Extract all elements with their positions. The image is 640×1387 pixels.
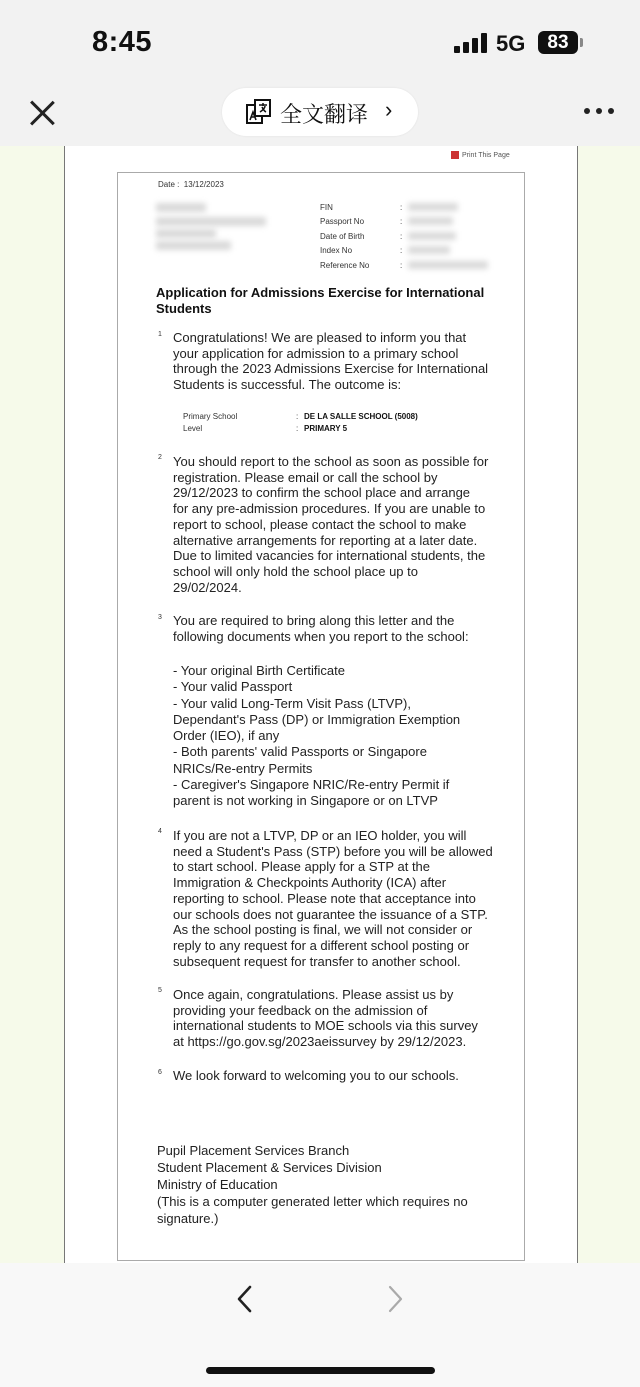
redacted-reference <box>408 261 488 269</box>
para-1: Congratulations! We are pleased to inform you that your application for admission to a primary school through the 2023 Admissions Exercise for International Students is successful. The outcome is: <box>173 330 489 393</box>
redacted-address-2 <box>156 229 216 238</box>
top-nav <box>0 86 640 146</box>
documents-list: - Your original Birth Certificate - Your valid Passport - Your valid Long-Term Visit Pass (LTVP), Dependant's Pass (DP) or Immigration Exemption Order (IEO), if any - Both parents' valid Passports or Singapore NRICs/Re-entry Permits - Caregiver's Singapore NRIC/Re-entry Permit if parent is not working in Singapore or on LTVP <box>173 663 461 809</box>
outcome-school-value: DE LA SALLE SCHOOL (5008) <box>304 412 418 421</box>
more-options-icon[interactable] <box>584 108 614 116</box>
para-6-number: 6 <box>158 1069 162 1076</box>
letter <box>117 172 525 1261</box>
para-1-number: 1 <box>158 331 162 338</box>
redacted-fin <box>408 203 458 211</box>
forward-arrow-icon[interactable] <box>385 1285 405 1313</box>
outcome-level-value: PRIMARY 5 <box>304 424 348 433</box>
status-bar <box>0 0 640 86</box>
print-label: Print This Page <box>462 151 510 159</box>
para-3-number: 3 <box>158 614 162 621</box>
back-arrow-icon[interactable] <box>235 1285 255 1313</box>
battery-nub <box>580 38 583 47</box>
translate-label: 全文翻译 <box>280 103 369 128</box>
translate-icon <box>246 99 272 125</box>
para-6: We look forward to welcoming you to our schools. <box>173 1068 459 1083</box>
date-value: 13/12/2023 <box>183 180 224 189</box>
letter-title: Application for Admissions Exercise for International Students <box>156 285 485 316</box>
field-dob-label: Date of Birth <box>320 232 365 241</box>
redacted-address-3 <box>156 241 231 250</box>
para-5: Once again, congratulations. Please assist us by providing your feedback on the admission of international students to MOE schools via this survey at https://go.gov.sg/2023aeissurvey by 29/12/2023. <box>173 987 478 1050</box>
field-fin-sep: : <box>400 203 403 212</box>
translate-full-text-button[interactable] <box>222 88 418 136</box>
redacted-address-1 <box>156 217 266 226</box>
print-icon <box>451 151 459 159</box>
field-passport-sep: : <box>400 217 403 226</box>
redacted-index <box>408 246 450 254</box>
close-icon[interactable] <box>28 99 56 127</box>
field-passport-label: Passport No <box>320 217 365 226</box>
letter-date <box>158 180 224 189</box>
outcome-level-sep: : <box>296 424 299 433</box>
para-4: If you are not a LTVP, DP or an IEO holder, you will need a Student's Pass (STP) before you will be allowed to start school. Please apply for a STP at the Immigration & Checkpoints Authority (ICA) after reporting to school. Please note that acceptance into our schools does not guarantee the issuance of a STP. As the school posting is final, we will not consider or reply to any request for a different school posting or subsequent request for transfer to another school. <box>173 828 493 969</box>
field-index-label: Index No <box>320 246 353 255</box>
page-viewport[interactable] <box>0 146 640 1263</box>
field-reference-label: Reference No <box>320 261 370 270</box>
redacted-dob <box>408 232 456 240</box>
status-time: 8:45 <box>92 26 153 58</box>
field-fin-label: FIN <box>320 203 333 212</box>
chevron-right-icon: › <box>385 97 393 122</box>
battery-icon: 83 <box>538 31 578 54</box>
para-2-number: 2 <box>158 454 162 461</box>
outcome-school-label: Primary School <box>183 412 238 421</box>
date-label: Date : <box>158 180 180 189</box>
signal-icon <box>454 33 488 53</box>
network-type: 5G <box>496 31 526 56</box>
para-2: You should report to the school as soon as possible for registration. Please email or call the school by 29/12/2023 to confirm the school place and arrange for any pre-admission procedures. If you are unable to report to school, please contact the school to make alternative arrangements for reporting at a later date. Due to limited vacancies for international students, the school will only hold the school place up to 29/02/2024. <box>173 454 489 595</box>
para-5-number: 5 <box>158 987 162 994</box>
print-page-link[interactable] <box>451 151 510 159</box>
home-indicator[interactable] <box>206 1367 435 1374</box>
redacted-passport <box>408 217 453 225</box>
signature-block: Pupil Placement Services Branch Student Placement & Services Division Ministry of Education (This is a computer generated letter which requires no signature.) <box>157 1143 468 1226</box>
field-dob-sep: : <box>400 232 403 241</box>
field-index-sep: : <box>400 246 403 255</box>
document-page <box>64 146 578 1263</box>
outcome-school-sep: : <box>296 412 299 421</box>
field-reference-sep: : <box>400 261 403 270</box>
outcome-level-label: Level <box>183 424 203 433</box>
para-3: You are required to bring along this letter and the following documents when you report to the school: <box>173 613 469 644</box>
bottom-nav <box>0 1263 640 1387</box>
redacted-name <box>156 203 206 212</box>
para-4-number: 4 <box>158 828 162 835</box>
